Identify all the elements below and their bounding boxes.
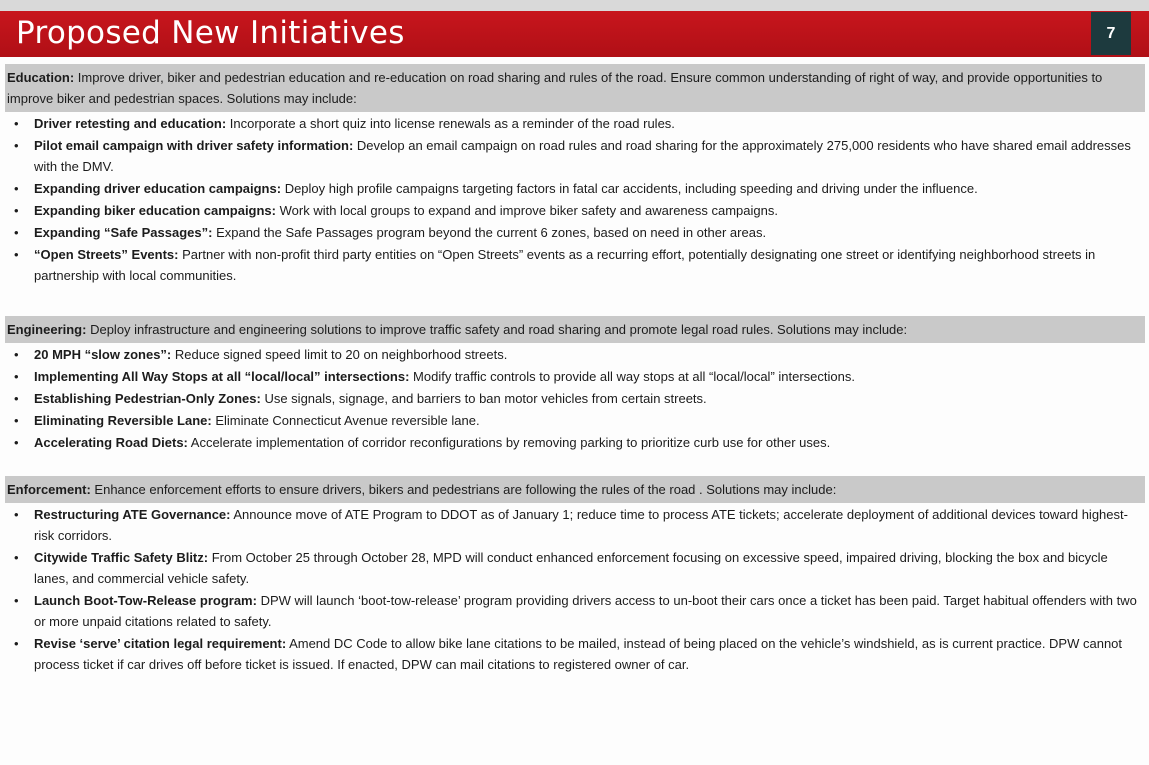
item-title: Citywide Traffic Safety Blitz:	[34, 550, 209, 565]
section-label: Enforcement:	[7, 482, 91, 497]
item-title: Revise ‘serve’ citation legal requirement:	[34, 636, 287, 651]
list-item	[0, 200, 1149, 221]
list-item	[0, 366, 1149, 387]
item-text: Deploy high profile campaigns targeting factors in fatal car accidents, including speeding and driving under the influence.	[284, 181, 978, 196]
list-item	[0, 178, 1149, 199]
item-title: Establishing Pedestrian-Only Zones:	[34, 391, 261, 406]
item-text: Develop an email campaign on road rules and road sharing for the approximately 275,000 residents who have shared email addresses with the DMV.	[34, 138, 1131, 174]
section-intro: Deploy infrastructure and engineering solutions to improve traffic safety and road sharing and promote legal road rules. Solutions may include:	[90, 322, 908, 337]
list-item	[0, 222, 1149, 243]
list-item	[0, 244, 1149, 286]
item-text: Incorporate a short quiz into license renewals as a reminder of the road rules.	[229, 116, 675, 131]
list-item	[0, 410, 1149, 431]
section-label: Education:	[7, 70, 75, 85]
list-item	[0, 504, 1149, 546]
item-text: Work with local groups to expand and improve biker safety and awareness campaigns.	[279, 203, 778, 218]
list-item	[0, 432, 1149, 453]
list-item	[0, 388, 1149, 409]
page-number-badge: 7	[1091, 12, 1131, 55]
item-title: Expanding driver education campaigns:	[34, 181, 282, 196]
slide-title: Proposed New Initiatives	[16, 15, 405, 51]
item-text: Modify traffic controls to provide all way stops at all “local/local” intersections.	[413, 369, 855, 384]
item-text: Reduce signed speed limit to 20 on neighborhood streets.	[174, 347, 508, 362]
section-spacer	[0, 286, 1149, 316]
item-text: Eliminate Connecticut Avenue reversible lane.	[215, 413, 480, 428]
slide-content	[0, 64, 1149, 675]
list-item	[0, 547, 1149, 589]
list-item	[0, 135, 1149, 177]
item-title: Accelerating Road Diets:	[34, 435, 188, 450]
item-title: Pilot email campaign with driver safety information:	[34, 138, 354, 153]
education-section-heading	[5, 64, 1145, 112]
education-list	[0, 113, 1149, 286]
item-title: “Open Streets” Events:	[34, 247, 179, 262]
item-text: Announce move of ATE Program to DDOT as of January 1; reduce time to process ATE tickets; accelerate deployment of additional devices toward highest-risk corridors.	[34, 507, 1128, 543]
section-spacer	[0, 453, 1149, 476]
list-item	[0, 344, 1149, 365]
engineering-list	[0, 344, 1149, 453]
item-text: Use signals, signage, and barriers to ban motor vehicles from certain streets.	[264, 391, 707, 406]
enforcement-list	[0, 504, 1149, 675]
item-title: Implementing All Way Stops at all “local/local” intersections:	[34, 369, 410, 384]
item-text: Accelerate implementation of corridor reconfigurations by removing parking to prioritize curb use for other uses.	[190, 435, 831, 450]
item-title: Driver retesting and education:	[34, 116, 227, 131]
item-text: Expand the Safe Passages program beyond the current 6 zones, based on need in other areas.	[216, 225, 767, 240]
list-item	[0, 633, 1149, 675]
section-intro: Improve driver, biker and pedestrian education and re-education on road sharing and rules of the road. Ensure common understanding of right of way, and provide opportunities to improve biker and pedestrian spaces. Solutions may include:	[7, 70, 1103, 106]
section-label: Engineering:	[7, 322, 87, 337]
item-text: Amend DC Code to allow bike lane citations to be mailed, instead of being placed on the vehicle’s windshield, as is current practice. DPW cannot process ticket if car drives off before ticket is issued. If enacted, DPW can mail citations to registered owner of car.	[34, 636, 1123, 672]
item-text: DPW will launch ‘boot-tow-release’ program providing drivers access to un-boot their cars once a ticket has been paid. Target habitual offenders with two or more unpaid citations related to safety.	[34, 593, 1137, 629]
item-title: Expanding biker education campaigns:	[34, 203, 276, 218]
enforcement-section-heading	[5, 476, 1145, 503]
list-item	[0, 113, 1149, 134]
item-title: Launch Boot-Tow-Release program:	[34, 593, 257, 608]
item-title: 20 MPH “slow zones”:	[34, 347, 172, 362]
engineering-section-heading	[5, 316, 1145, 343]
top-strip	[0, 0, 1149, 11]
section-intro: Enhance enforcement efforts to ensure drivers, bikers and pedestrians are following the rules of the road . Solutions may include:	[94, 482, 837, 497]
item-title: Restructuring ATE Governance:	[34, 507, 231, 522]
item-text: From October 25 through October 28, MPD will conduct enhanced enforcement focusing on excessive speed, impaired driving, blocking the box and bicycle lanes, and commercial vehicle safety.	[34, 550, 1108, 586]
item-text: Partner with non-profit third party entities on “Open Streets” events as a recurring effort, potentially designating one street or identifying neighborhood streets in partnership with local communities.	[34, 247, 1096, 283]
item-title: Expanding “Safe Passages”:	[34, 225, 213, 240]
item-title: Eliminating Reversible Lane:	[34, 413, 212, 428]
slide-header	[0, 11, 1149, 57]
list-item	[0, 590, 1149, 632]
